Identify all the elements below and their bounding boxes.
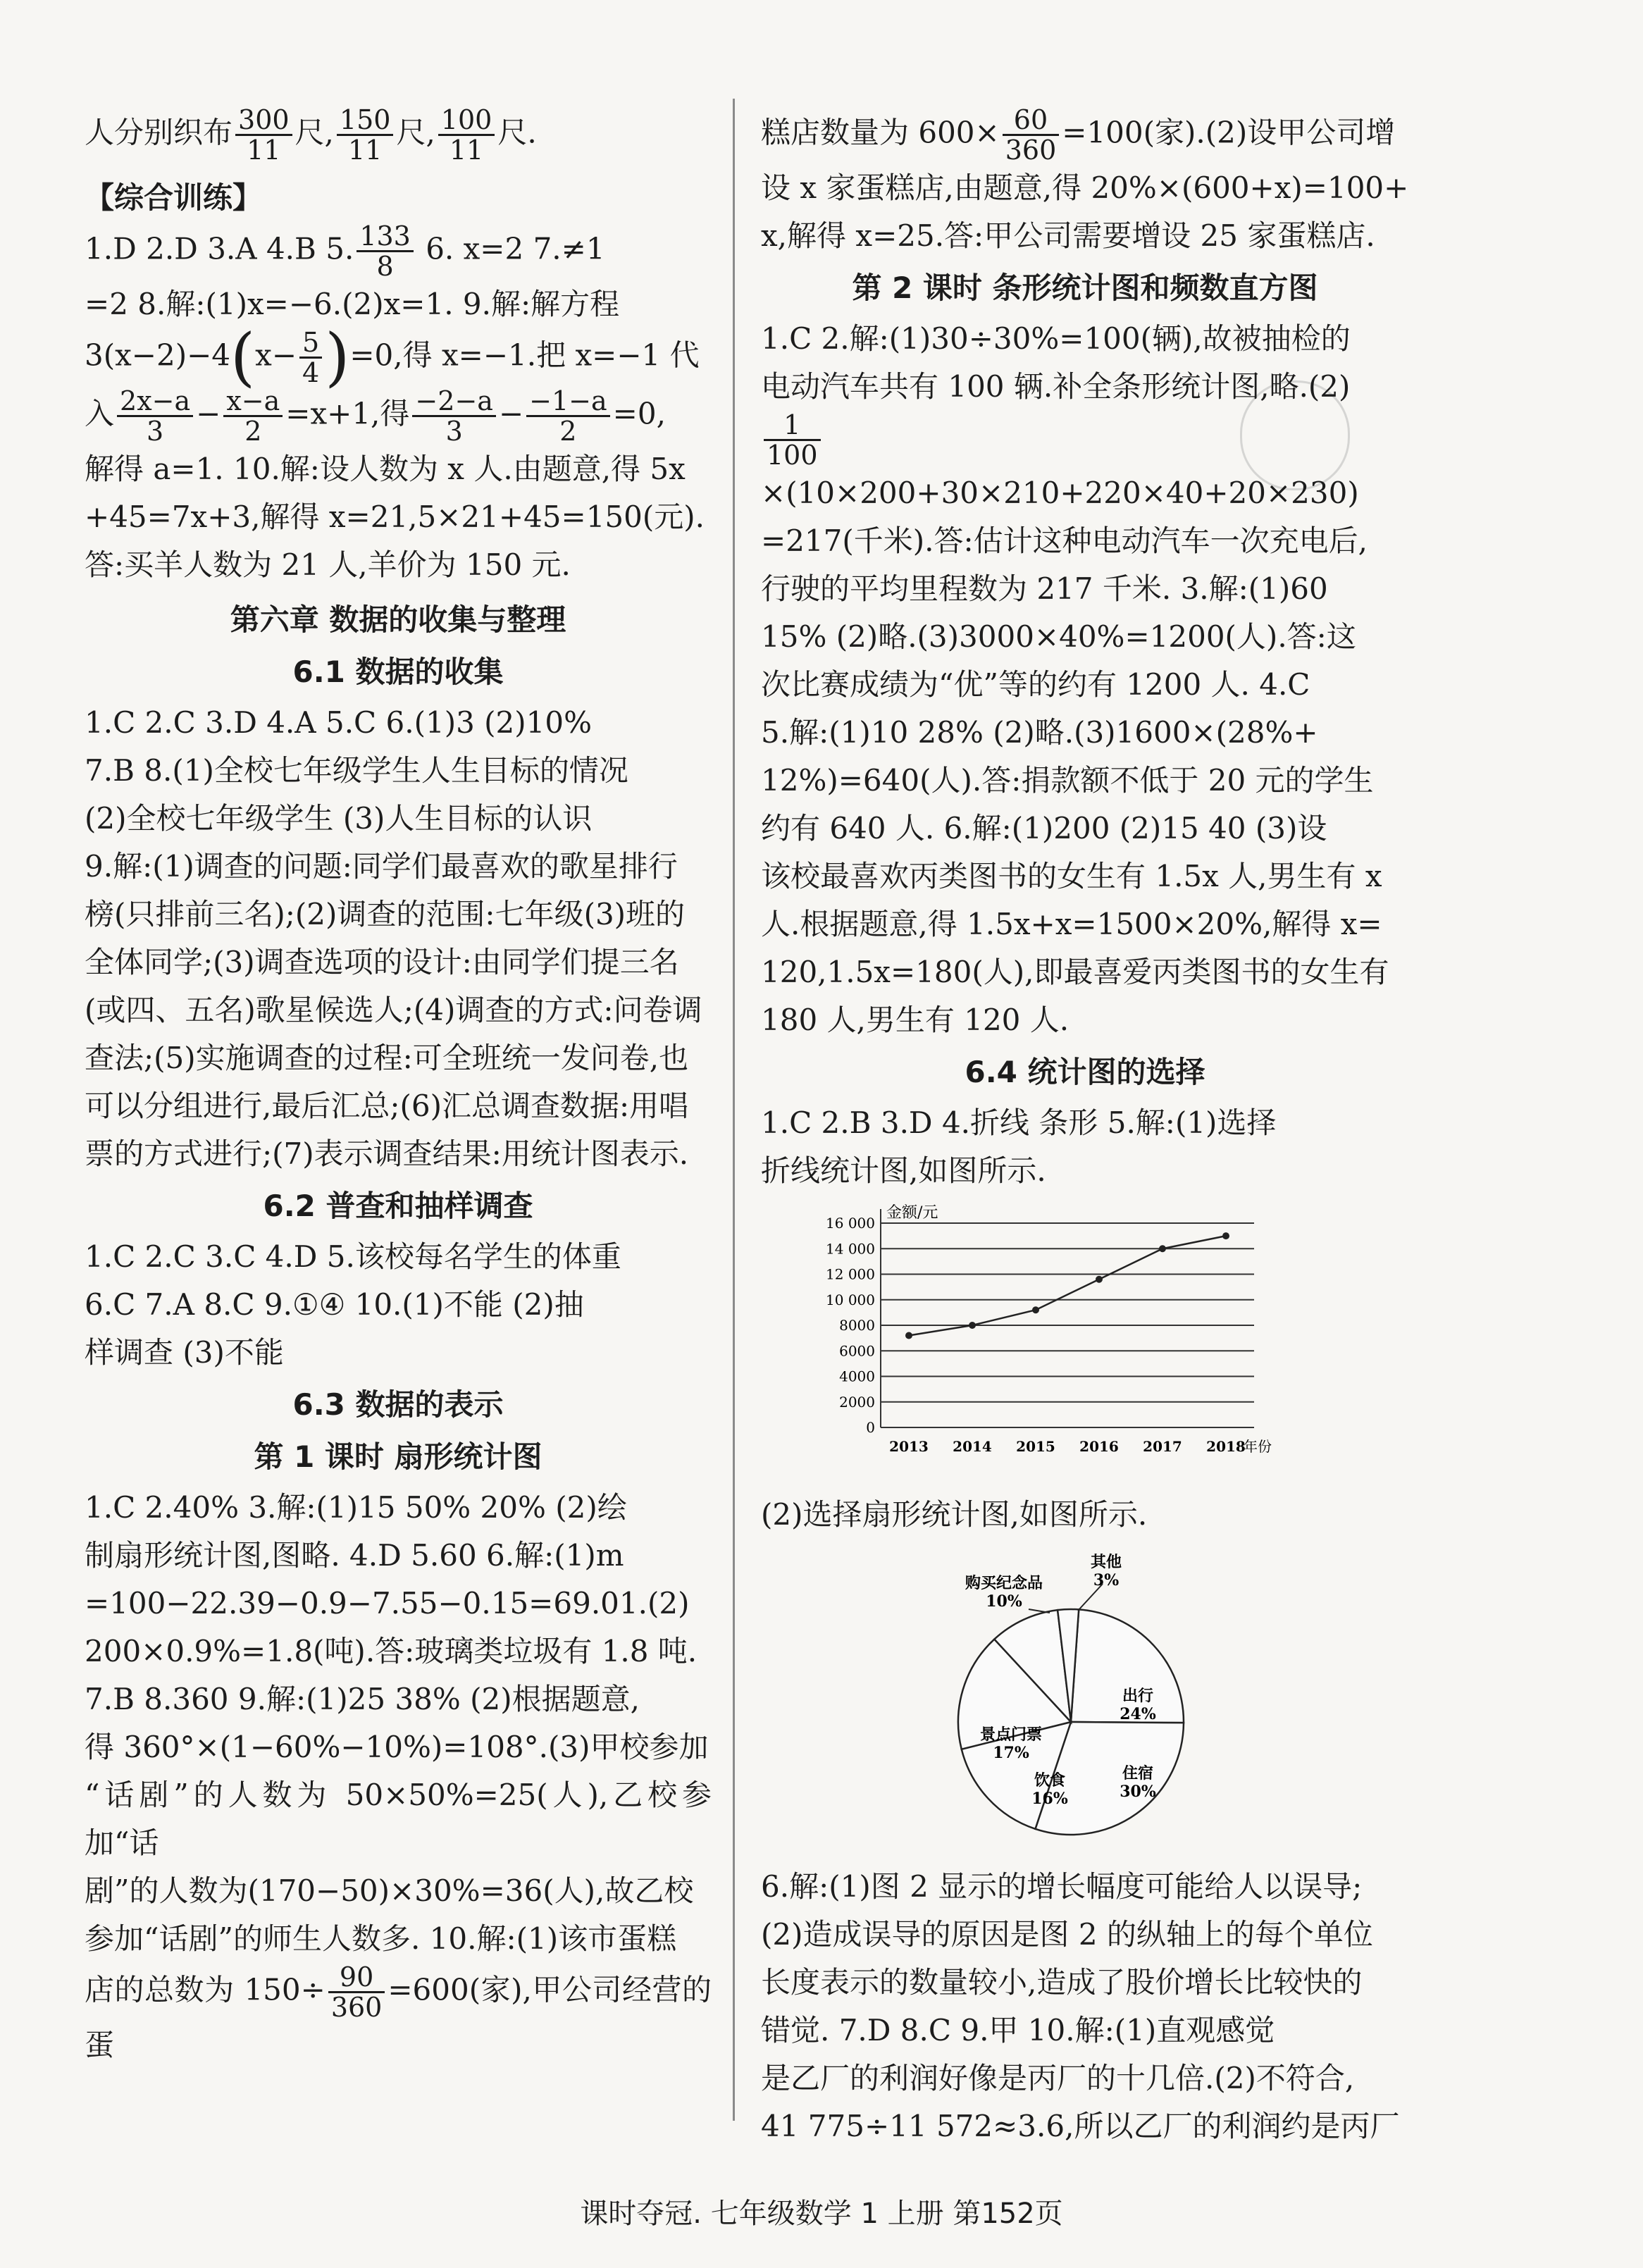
x-tick-label: 2017 bbox=[1143, 1438, 1182, 1455]
s63-line-4: 200×0.9%=1.8(吨).答:玻璃类垃圾有 1.8 吨. bbox=[85, 1634, 698, 1668]
s64-line-5: (2)造成误导的原因是图 2 的纵轴上的每个单位 bbox=[761, 1917, 1373, 1952]
lesson-1-title: 第 1 课时 扇形统计图 bbox=[254, 1439, 542, 1474]
k2-line-5: 行驶的平均里程数为 217 千米. 3.解:(1)60 bbox=[761, 571, 1328, 606]
s63-line-8: 剧”的人数为(170−50)×30%=36(人),故乙校 bbox=[85, 1873, 694, 1908]
y-tick-label: 10 000 bbox=[826, 1291, 875, 1308]
slice-percent: 24% bbox=[1120, 1705, 1156, 1723]
s63-line-5: 7.B 8.360 9.解:(1)25 38% (2)根据题意, bbox=[85, 1682, 640, 1716]
k2-line-3: $\frac{1}{100}$ ×(10×200+30×210+220×40+20×230) bbox=[761, 409, 1359, 510]
s61-line-2: 7.B 8.(1)全校七年级学生人生目标的情况 bbox=[85, 753, 628, 788]
pie-chart-svg bbox=[923, 1546, 1219, 1842]
s63-line-7: “话剧”的人数为 50×50%=25(人),乙校参加“话 bbox=[85, 1778, 712, 1860]
y-tick-label: 6000 bbox=[839, 1342, 875, 1360]
k2-line-7: 次比赛成绩为“优”等的约有 1200 人. 4.C bbox=[761, 667, 1310, 702]
r-line-2: 设 x 家蛋糕店,由题意,得 20%×(600+x)=100+ bbox=[761, 171, 1409, 205]
k2-line-8: 5.解:(1)10 28% (2)略.(3)1600×(28%+ bbox=[761, 715, 1318, 750]
slice-label: 出行 bbox=[1122, 1687, 1154, 1705]
leader-line bbox=[1078, 1584, 1103, 1611]
s61-line-8: 查法;(5)实施调查的过程:可全班统一发问卷,也 bbox=[85, 1041, 689, 1075]
k2-line-9: 12%)=640(人).答:捐款额不低于 20 元的学生 bbox=[761, 763, 1374, 798]
r-line-3: x,解得 x=25.答:甲公司需要增设 25 家蛋糕店. bbox=[761, 218, 1375, 253]
section-6-1-title: 6.1 数据的收集 bbox=[292, 655, 504, 689]
y-tick-label: 8000 bbox=[839, 1317, 875, 1334]
zh-line-2: =2 8.解:(1)x=−6.(2)x=1. 9.解:解方程 bbox=[85, 287, 620, 321]
lesson-2-title: 第 2 课时 条形统计图和频数直方图 bbox=[852, 271, 1318, 305]
zh-line-6: +45=7x+3,解得 x=21,5×21+45=150(元). bbox=[85, 500, 705, 534]
column-divider bbox=[733, 99, 735, 2121]
x-axis-label: 年份 bbox=[1244, 1438, 1272, 1455]
k2-line-1: 1.C 2.解:(1)30÷30%=100(辆),故被抽检的 bbox=[761, 321, 1351, 356]
s61-line-3: (2)全校七年级学生 (3)人生目标的认识 bbox=[85, 801, 593, 836]
zh-line-7: 答:买羊人数为 21 人,羊价为 150 元. bbox=[85, 547, 571, 582]
intro-line: 人分别织布 $\frac{300}{11}$ 尺, $\frac{150}{11}$ 尺, $\frac{100}{11}$ 尺. bbox=[85, 104, 537, 166]
s64-line-3: (2)选择扇形统计图,如图所示. bbox=[761, 1497, 1148, 1532]
page-footer: 课时夺冠. 七年级数学 1 上册 第152页 bbox=[580, 2198, 1063, 2230]
s63-line-1: 1.C 2.40% 3.解:(1)15 50% 20% (2)绘 bbox=[85, 1490, 627, 1525]
s64-line-2: 折线统计图,如图所示. bbox=[761, 1153, 1046, 1188]
s63-line-2: 制扇形统计图,图略. 4.D 5.60 6.解:(1)m bbox=[85, 1538, 624, 1573]
k2-line-14: 180 人,男生有 120 人. bbox=[761, 1003, 1070, 1037]
section-6-3-title: 6.3 数据的表示 bbox=[292, 1387, 504, 1422]
data-point bbox=[1096, 1276, 1103, 1283]
line-chart-svg bbox=[803, 1202, 1282, 1470]
zh-line-3: 3(x−2)−4(x− $\frac{5}{4}$ )=0,得 x=−1.把 x=−1 代 bbox=[85, 320, 700, 395]
x-tick-label: 2015 bbox=[1016, 1438, 1055, 1455]
chapter-title: 第六章 数据的收集与整理 bbox=[230, 602, 566, 637]
s64-line-1: 1.C 2.B 3.D 4.折线 条形 5.解:(1)选择 bbox=[761, 1105, 1277, 1140]
slice-percent: 30% bbox=[1120, 1783, 1156, 1801]
s61-line-7: (或四、五名)歌星候选人;(4)调查的方式:问卷调 bbox=[85, 993, 702, 1027]
right-column bbox=[761, 106, 1409, 2150]
y-axis-label: 金额/元 bbox=[886, 1204, 938, 1222]
s61-line-6: 全体同学;(3)调查选项的设计:由同学们提三名 bbox=[85, 945, 679, 979]
slice-label: 景点门票 bbox=[979, 1725, 1043, 1744]
series-line bbox=[909, 1236, 1226, 1335]
data-point bbox=[1032, 1306, 1039, 1313]
y-tick-label: 0 bbox=[866, 1419, 875, 1436]
s61-line-10: 票的方式进行;(7)表示调查结果:用统计图表示. bbox=[85, 1136, 689, 1171]
s61-line-1: 1.C 2.C 3.D 4.A 5.C 6.(1)3 (2)10% bbox=[85, 705, 593, 740]
s62-line-3: 样调查 (3)不能 bbox=[85, 1335, 284, 1370]
section-6-4-title: 6.4 统计图的选择 bbox=[965, 1055, 1205, 1089]
slice-label: 其他 bbox=[1090, 1553, 1122, 1571]
y-tick-label: 12 000 bbox=[826, 1265, 875, 1283]
data-point bbox=[969, 1322, 976, 1329]
k2-line-11: 该校最喜欢丙类图书的女生有 1.5x 人,男生有 x bbox=[761, 859, 1382, 893]
x-tick-label: 2014 bbox=[953, 1438, 992, 1455]
s64-line-6: 长度表示的数量较小,造成了股价增长比较快的 bbox=[761, 1965, 1363, 2000]
y-tick-label: 4000 bbox=[839, 1368, 875, 1385]
s61-line-4: 9.解:(1)调查的问题:同学们最喜欢的歌星排行 bbox=[85, 849, 678, 884]
left-column bbox=[85, 106, 712, 2069]
s61-line-9: 可以分组进行,最后汇总;(6)汇总调查数据:用唱 bbox=[85, 1089, 689, 1123]
x-tick-label: 2016 bbox=[1079, 1438, 1119, 1455]
s64-line-7: 错觉. 7.D 8.C 9.甲 10.解:(1)直观感觉 bbox=[761, 2013, 1275, 2047]
data-point bbox=[1222, 1232, 1229, 1239]
s64-line-9: 41 775÷11 572≈3.6,所以乙厂的利润约是丙厂 bbox=[761, 2109, 1400, 2143]
line-chart bbox=[803, 1202, 1409, 1484]
s64-line-4: 6.解:(1)图 2 显示的增长幅度可能给人以误导; bbox=[761, 1869, 1363, 1904]
slice-label: 饮食 bbox=[1034, 1771, 1066, 1790]
s61-line-5: 榜(只排前三名);(2)调查的范围:七年级(3)班的 bbox=[85, 897, 686, 931]
x-tick-label: 2018 bbox=[1206, 1438, 1246, 1455]
s63-line-9: 参加“话剧”的师生人数多. 10.解:(1)该市蛋糕 bbox=[85, 1921, 677, 1956]
pie-chart bbox=[923, 1546, 1409, 1856]
k2-line-10: 约有 640 人. 6.解:(1)200 (2)15 40 (3)设 bbox=[761, 811, 1327, 845]
data-point bbox=[905, 1332, 912, 1339]
slice-percent: 16% bbox=[1031, 1790, 1068, 1808]
slice-percent: 17% bbox=[993, 1744, 1029, 1762]
y-tick-label: 16 000 bbox=[826, 1215, 875, 1232]
s62-line-2: 6.C 7.A 8.C 9.①④ 10.(1)不能 (2)抽 bbox=[85, 1287, 584, 1322]
section-6-2-title: 6.2 普查和抽样调查 bbox=[263, 1189, 533, 1223]
data-point bbox=[1159, 1245, 1166, 1252]
zh-line-1: 1.D 2.D 3.A 4.B 5. $\frac{133}{8}$ 6. x=2 7.≠1 bbox=[85, 221, 605, 282]
zh-line-4: 入 $\frac{2x-a}{3}$ − $\frac{x-a}{2}$ =x+1,得 $\frac{-2-a}{3}$ − $\frac{-1-a}{2}$ =0, bbox=[85, 385, 666, 447]
section-zonghe: 【综合训练】 bbox=[85, 180, 263, 215]
y-tick-label: 14 000 bbox=[826, 1240, 875, 1258]
slice-percent: 3% bbox=[1093, 1571, 1120, 1590]
r-line-1: 糕店数量为 600× $\frac{60}{360}$ =100(家).(2)设甲公司增 bbox=[761, 104, 1396, 166]
zh-line-5: 解得 a=1. 10.解:设人数为 x 人.由题意,得 5x bbox=[85, 452, 686, 486]
y-tick-label: 2000 bbox=[839, 1393, 875, 1411]
s62-line-1: 1.C 2.C 3.C 4.D 5.该校每名学生的体重 bbox=[85, 1239, 621, 1274]
s63-line-10: 店的总数为 150÷ $\frac{90}{360}$ =600(家),甲公司经营的蛋 bbox=[85, 1962, 712, 2062]
k2-line-6: 15% (2)略.(3)3000×40%=1200(人).答:这 bbox=[761, 619, 1356, 654]
s64-line-8: 是乙厂的利润好像是丙厂的十几倍.(2)不符合, bbox=[761, 2061, 1355, 2095]
k2-line-4: =217(千米).答:估计这种电动汽车一次充电后, bbox=[761, 523, 1368, 558]
k2-line-13: 120,1.5x=180(人),即最喜爱丙类图书的女生有 bbox=[761, 955, 1389, 989]
slice-label: 购买纪念品 bbox=[965, 1574, 1043, 1592]
slice-label: 住宿 bbox=[1122, 1764, 1154, 1783]
s63-line-6: 得 360°×(1−60%−10%)=108°.(3)甲校参加 bbox=[85, 1730, 709, 1764]
s63-line-3: =100−22.39−0.9−7.55−0.15=69.01.(2) bbox=[85, 1586, 690, 1621]
x-tick-label: 2013 bbox=[889, 1438, 929, 1455]
slice-percent: 10% bbox=[986, 1592, 1022, 1611]
k2-line-12: 人.根据题意,得 1.5x+x=1500×20%,解得 x= bbox=[761, 907, 1382, 941]
k2-line-2: 电动汽车共有 100 辆.补全条形统计图,略.(2) bbox=[761, 369, 1351, 404]
